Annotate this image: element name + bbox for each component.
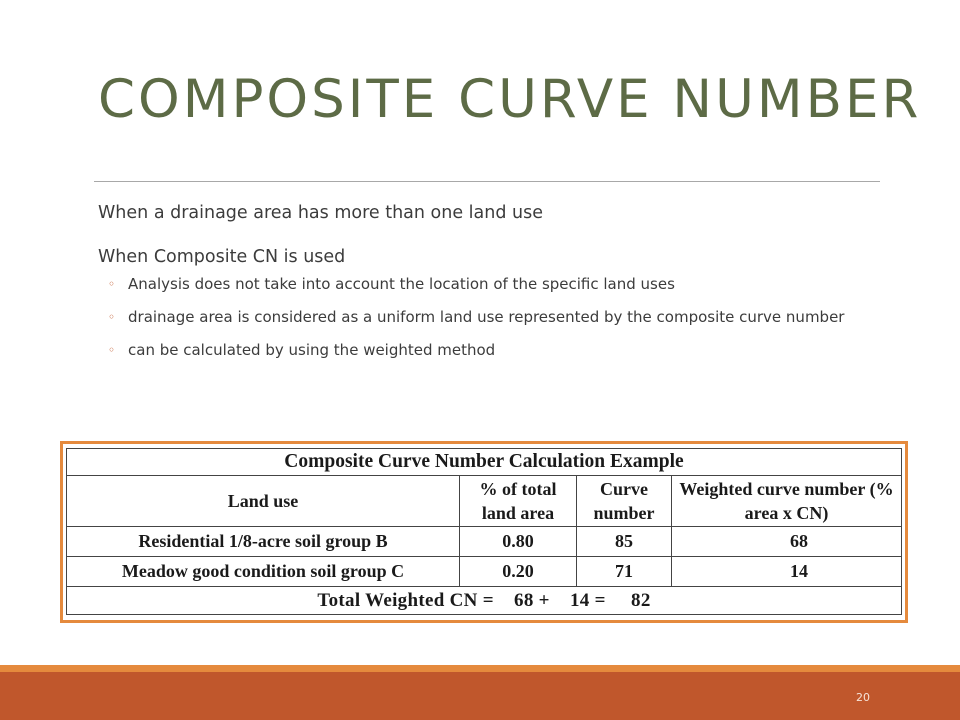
header-weighted-cn: Weighted curve number (% area x CN) [672, 476, 902, 527]
table-caption-row [67, 449, 902, 476]
page-number: 20 [856, 691, 870, 704]
slide-title: COMPOSITE CURVE NUMBER [98, 69, 922, 130]
bullet-point-1: When a drainage area has more than one land use [98, 203, 544, 223]
circle-bullet-icon: ◦ [108, 277, 116, 291]
table-row [67, 557, 902, 587]
header-curve-number: Curve number [577, 476, 672, 527]
title-divider [94, 181, 880, 182]
cell-land-use: Residential 1/8-acre soil group B [67, 527, 460, 557]
header-land-use: Land use [67, 476, 460, 527]
sub-bullet-item [106, 274, 848, 295]
slide-body [98, 198, 898, 373]
footer-bar [0, 672, 960, 720]
calculation-table-frame [60, 441, 908, 623]
sub-bullet-list [98, 274, 898, 361]
sub-bullet-text: can be calculated by using the weighted method [128, 341, 496, 359]
total-weighted-cn [67, 587, 902, 615]
cell-land-use: Meadow good condition soil group C [67, 557, 460, 587]
cell-curve-number: 71 [577, 557, 672, 587]
table-caption: Composite Curve Number Calculation Example [67, 449, 902, 476]
sub-bullet-item [106, 340, 848, 361]
total-weighted-cn-text: Total Weighted CN = 68 + 14 = 82 [317, 589, 651, 611]
footer-accent-stripe [0, 665, 960, 672]
bullet-point-2: When Composite CN is used [98, 247, 346, 267]
sub-bullet-text: Analysis does not take into account the location of the specific land uses [128, 275, 675, 293]
cell-weighted-cn: 68 [672, 527, 902, 557]
sub-bullet-item [106, 307, 848, 328]
table-header-row [67, 476, 902, 527]
circle-bullet-icon: ◦ [108, 310, 116, 324]
cell-percent-area: 0.80 [460, 527, 577, 557]
calculation-table [66, 448, 902, 615]
sub-bullet-text: drainage area is considered as a uniform land use represented by the composite curve number [128, 308, 845, 326]
cell-curve-number: 85 [577, 527, 672, 557]
table-total-row [67, 587, 902, 615]
cell-percent-area: 0.20 [460, 557, 577, 587]
table-row [67, 527, 902, 557]
header-percent-area: % of total land area [460, 476, 577, 527]
circle-bullet-icon: ◦ [108, 343, 116, 357]
cell-weighted-cn: 14 [672, 557, 902, 587]
